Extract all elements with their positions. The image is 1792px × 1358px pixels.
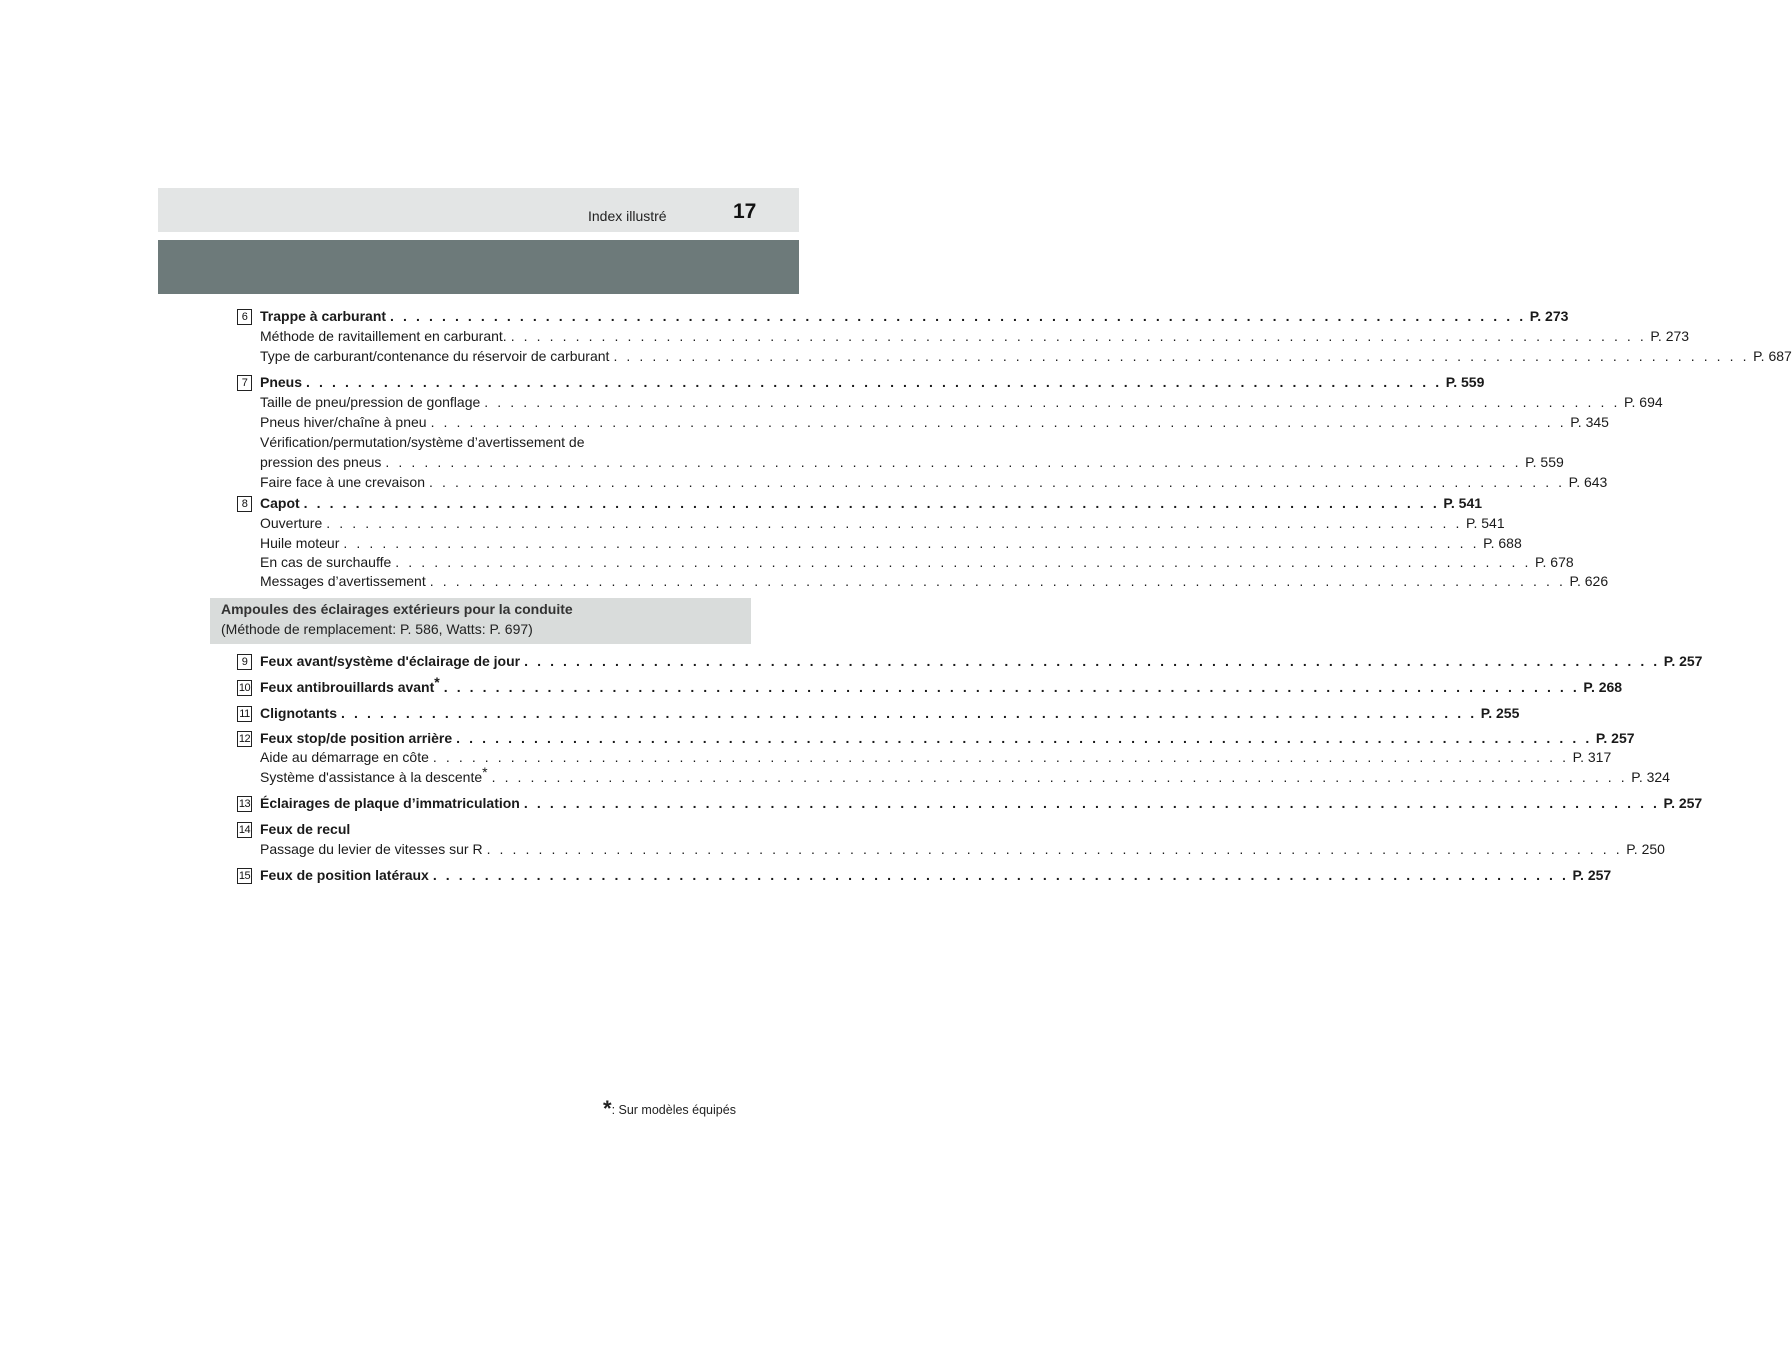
leader-dots: . . . . . . . . . . . . . . . . . . . . . . . . . . . . . . . . . . . . . . . . . . . . . . . . . . . . . . . . . . . . . . . . . . . . . . . . . . . . . . . . . . . . . . . .	[306, 374, 1442, 390]
page-ref[interactable]: P. 273	[1650, 328, 1690, 344]
page-ref[interactable]: P. 255	[1480, 705, 1520, 721]
index-subentry-line	[260, 432, 723, 452]
leader-dots: . . . . . . . . . . . . . . . . . . . . . . . . . . . . . . . . . . . . . . . . . . . . . . . . . . . . . . . . . . . . . . . . . . . . . . . . . . . . . . . . . . . . . . . .	[456, 730, 1592, 746]
index-entry[interactable]	[260, 651, 1703, 671]
entry-label: Taille de pneu/pression de gonflage	[260, 394, 481, 410]
footnote-text: : Sur modèles équipés	[611, 1103, 736, 1117]
index-subentry[interactable]	[260, 533, 1522, 553]
entry-label: Feux stop/de position arrière	[260, 730, 453, 746]
page-ref[interactable]: P. 317	[1572, 749, 1612, 765]
index-entry[interactable]	[260, 674, 1623, 697]
entry-label: Clignotants	[260, 705, 337, 721]
lamp-section-subtitle: (Méthode de remplacement: P. 586, Watts: P. 697)	[221, 621, 533, 637]
page-ref[interactable]: P. 678	[1534, 554, 1574, 570]
entry-label: Trappe à carburant	[260, 308, 387, 324]
page-ref[interactable]: P. 643	[1568, 474, 1608, 490]
page-ref[interactable]: P. 268	[1583, 679, 1623, 695]
entry-label: Pneus	[260, 374, 303, 390]
index-subentry[interactable]	[260, 513, 1505, 533]
page-ref[interactable]: P. 626	[1569, 573, 1609, 589]
page-number: 17	[733, 200, 757, 223]
page-ref[interactable]: P. 273	[1529, 308, 1569, 324]
page-ref[interactable]: P. 688	[1483, 535, 1522, 551]
index-entry[interactable]	[260, 728, 1635, 748]
leader-dots: . . . . . . . . . . . . . . . . . . . . . . . . . . . . . . . . . . . . . . . . . . . . . . . . . . . . . . . . . . . . . . . . . . . . . . . . . . . . . . . . . . . . . . . .	[390, 308, 1526, 324]
footnote-star: *	[434, 674, 440, 690]
entry-label: Faire face à une crevaison	[260, 474, 425, 490]
leader-dots: . . . . . . . . . . . . . . . . . . . . . . . . . . . . . . . . . . . . . . . . . . . . . . . . . . . . . . . . . . . . . . . . . . . . . . . . . . . . . . . . . . . . . . . .	[523, 795, 1660, 811]
leader-dots: . . . . . . . . . . . . . . . . . . . . . . . . . . . . . . . . . . . . . . . . . . . . . . . . . . . . . . . . . . . . . . . . . . . . . . . . . . . . . . . . . . . . . . . .	[432, 867, 1569, 883]
leader-dots: . . . . . . . . . . . . . . . . . . . . . . . . . . . . . . . . . . . . . . . . . . . . . . . . . . . . . . . . . . . . . . . . . . . . . . . . . . . . . . . . . . . . . . . .	[326, 515, 1462, 531]
leader-dots: . . . . . . . . . . . . . . . . . . . . . . . . . . . . . . . . . . . . . . . . . . . . . . . . . . . . . . . . . . . . . . . . . . . . . . . . . . . . . . . . . . . . . . . .	[341, 705, 1477, 721]
index-subentry[interactable]	[260, 839, 1665, 859]
entry-label: Ouverture	[260, 515, 323, 531]
entry-label: Méthode de ravitaillement en carburant.	[260, 328, 507, 344]
page-ref[interactable]: P. 345	[1570, 414, 1609, 430]
index-entry[interactable]	[260, 493, 1483, 513]
entry-label: En cas de surchauffe	[260, 554, 392, 570]
leader-dots: . . . . . . . . . . . . . . . . . . . . . . . . . . . . . . . . . . . . . . . . . . . . . . . . . . . . . . . . . . . . . . . . . . . . . . . . . . . . . . . . . . . . . . . .	[385, 454, 1522, 470]
index-subentry[interactable]	[260, 412, 1609, 432]
leader-dots: . . . . . . . . . . . . . . . . . . . . . . . . . . . . . . . . . . . . . . . . . . . . . . . . . . . . . . . . . . . . . . . . . . . . . . . . . . . . . . . . . . . . . . . .	[443, 679, 1580, 695]
entry-label: Feux antibrouillards avant	[260, 679, 435, 695]
index-entry[interactable]	[260, 306, 1569, 326]
callout-marker: 10	[238, 682, 251, 694]
lamp-section-title: Ampoules des éclairages extérieurs pour la conduite	[221, 601, 573, 617]
entry-label-wrap	[260, 674, 440, 697]
index-subentry[interactable]	[260, 747, 1612, 767]
entry-label: Pneus hiver/chaîne à pneu	[260, 414, 427, 430]
index-entry[interactable]	[260, 372, 1485, 392]
footnote-star: *	[603, 1096, 612, 1121]
leader-dots: . . . . . . . . . . . . . . . . . . . . . . . . . . . . . . . . . . . . . . . . . . . . . . . . . . . . . . . . . . . . . . . . . . . . . . . . . . . . . . . . . . . . . . . .	[491, 769, 1628, 785]
leader-dots: . . . . . . . . . . . . . . . . . . . . . . . . . . . . . . . . . . . . . . . . . . . . . . . . . . . . . . . . . . . . . . . . . . . . . . . . . . . . . . . . . . . . . . . .	[430, 414, 1567, 430]
leader-dots: . . . . . . . . . . . . . . . . . . . . . . . . . . . . . . . . . . . . . . . . . . . . . . . . . . . . . . . . . . . . . . . . . . . . . . . . . . . . . . . . . . . . . . . .	[524, 653, 1660, 669]
index-entry[interactable]	[260, 703, 1520, 723]
page-ref[interactable]: P. 559	[1525, 454, 1564, 470]
index-subentry[interactable]	[260, 452, 1564, 472]
callout-marker: 13	[238, 798, 251, 810]
entry-label: Aide au démarrage en côte	[260, 749, 429, 765]
leader-dots: . . . . . . . . . . . . . . . . . . . . . . . . . . . . . . . . . . . . . . . . . . . . . . . . . . . . . . . . . . . . . . . . . . . . . . . . . . . . . . . . . . . . . . . .	[429, 573, 1566, 589]
index-subentry[interactable]	[260, 326, 1690, 346]
page-ref[interactable]: P. 257	[1663, 653, 1703, 669]
entry-label: Messages d’avertissement	[260, 573, 426, 589]
leader-dots: . . . . . . . . . . . . . . . . . . . . . . . . . . . . . . . . . . . . . . . . . . . . . . . . . . . . . . . . . . . . . . . . . . . . . . . . . . . . . . . . . . . . . . . .	[484, 394, 1620, 410]
leader-dots: . . . . . . . . . . . . . . . . . . . . . . . . . . . . . . . . . . . . . . . . . . . . . . . . . . . . . . . . . . . . . . . . . . . . . . . . . . . . . . . . . . . . . . . .	[303, 495, 1440, 511]
index-subentry[interactable]	[260, 764, 1670, 787]
index-subentry[interactable]	[260, 472, 1608, 492]
leader-dots: . . . . . . . . . . . . . . . . . . . . . . . . . . . . . . . . . . . . . . . . . . . . . . . . . . . . . . . . . . . . . . . . . . . . . . . . . . . . . . . . . . . . . . . .	[613, 348, 1750, 364]
index-entry[interactable]	[260, 793, 1703, 813]
callout-marker: 9	[237, 654, 252, 670]
index-entry	[260, 819, 723, 839]
page-ref[interactable]: P. 257	[1595, 730, 1635, 746]
leader-dots: . . . . . . . . . . . . . . . . . . . . . . . . . . . . . . . . . . . . . . . . . . . . . . . . . . . . . . . . . . . . . . . . . . . . . . . . . . . . . . . . . . . . . . . .	[510, 328, 1647, 344]
page-ref[interactable]: P. 250	[1626, 841, 1665, 857]
entry-label: Système d'assistance à la descente	[260, 769, 483, 785]
callout-marker: 14	[238, 824, 251, 836]
entry-label-wrap	[260, 764, 488, 787]
page-ref[interactable]: P. 687	[1753, 348, 1792, 364]
page-ref[interactable]: P. 541	[1443, 495, 1483, 511]
footnote	[603, 1096, 736, 1122]
page-ref[interactable]: P. 541	[1465, 515, 1505, 531]
leader-dots: . . . . . . . . . . . . . . . . . . . . . . . . . . . . . . . . . . . . . . . . . . . . . . . . . . . . . . . . . . . . . . . . . . . . . . . . . . . . . . . . . . . . . . . .	[343, 535, 1480, 551]
entry-label: Type de carburant/contenance du réservoir de carburant	[260, 348, 610, 364]
index-subentry[interactable]	[260, 346, 1792, 366]
page-ref[interactable]: P. 257	[1572, 867, 1612, 883]
entry-label: pression des pneus	[260, 454, 382, 470]
callout-marker: 11	[237, 706, 252, 722]
entry-label: Feux de recul	[260, 821, 351, 837]
leader-dots: . . . . . . . . . . . . . . . . . . . . . . . . . . . . . . . . . . . . . . . . . . . . . . . . . . . . . . . . . . . . . . . . . . . . . . . . . . . . . . . . . . . . . . . .	[428, 474, 1565, 490]
entry-label: Feux de position latéraux	[260, 867, 429, 883]
page-ref[interactable]: P. 257	[1663, 795, 1703, 811]
index-entry[interactable]	[260, 865, 1612, 885]
entry-label: Capot	[260, 495, 300, 511]
page-ref[interactable]: P. 324	[1631, 769, 1670, 785]
leader-dots: . . . . . . . . . . . . . . . . . . . . . . . . . . . . . . . . . . . . . . . . . . . . . . . . . . . . . . . . . . . . . . . . . . . . . . . . . . . . . . . . . . . . . . . .	[395, 554, 1531, 570]
entry-label: Vérification/permutation/système d’avertissement de	[260, 434, 585, 450]
header-band	[158, 240, 799, 294]
callout-marker: 7	[237, 375, 252, 391]
callout-marker: 8	[237, 496, 252, 512]
callout-marker: 12	[238, 733, 251, 745]
entry-label: Éclairages de plaque d’immatriculation	[260, 795, 520, 811]
index-subentry[interactable]	[260, 571, 1609, 591]
header-bar	[158, 188, 799, 232]
callout-marker: 6	[237, 309, 252, 325]
entry-label: Passage du levier de vitesses sur R	[260, 841, 483, 857]
index-subentry[interactable]	[260, 552, 1574, 572]
entry-label: Feux avant/système d'éclairage de jour	[260, 653, 521, 669]
header-title: Index illustré	[588, 208, 667, 224]
page-ref[interactable]: P. 694	[1623, 394, 1663, 410]
entry-label: Huile moteur	[260, 535, 340, 551]
page-ref[interactable]: P. 559	[1445, 374, 1485, 390]
callout-marker: 15	[238, 870, 251, 882]
footnote-star: *	[482, 764, 488, 780]
index-subentry[interactable]	[260, 392, 1663, 412]
leader-dots: . . . . . . . . . . . . . . . . . . . . . . . . . . . . . . . . . . . . . . . . . . . . . . . . . . . . . . . . . . . . . . . . . . . . . . . . . . . . . . . . . . . . . . . .	[486, 841, 1623, 857]
leader-dots: . . . . . . . . . . . . . . . . . . . . . . . . . . . . . . . . . . . . . . . . . . . . . . . . . . . . . . . . . . . . . . . . . . . . . . . . . . . . . . . . . . . . . . . .	[432, 749, 1569, 765]
